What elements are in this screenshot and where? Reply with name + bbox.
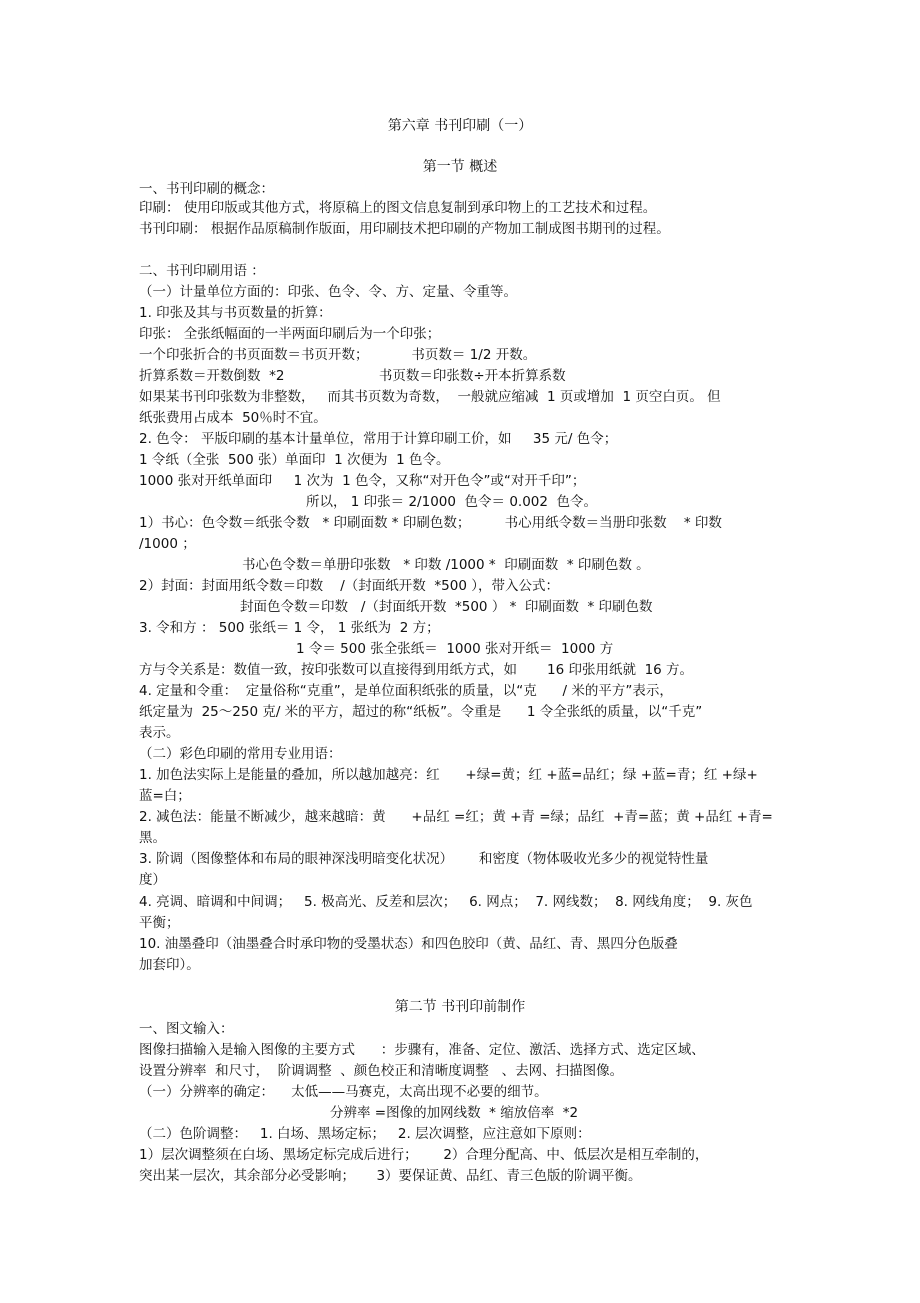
text-line: 突出某一层次，其余部分必受影响； 3）要保证黄、品红、青三色版的阶调平衡。 <box>139 1168 642 1184</box>
subheading: （二）彩色印刷的常用专业用语： <box>139 746 342 762</box>
chapter-title: 第六章 书刊印刷（一） <box>387 118 533 134</box>
text-line: 纸张费用占成本 50％时不宜。 <box>139 410 327 426</box>
text-line: 4. 定量和令重： 定量俗称“克重”，是单位面积纸张的质量，以“克 / 米的平方”表示， <box>139 683 673 699</box>
text-line: 1000 张对开纸单面印 1 次为 1 色令，又称“对开色令”或“对开千印”； <box>139 473 586 489</box>
text-line: 1. 加色法实际上是能量的叠加，所以越加越亮：红 +绿=黄；红 +蓝=品红；绿 +蓝=青；红 +绿+ <box>139 767 758 783</box>
text-line: 书刊印刷： 根据作品原稿制作版面，用印刷技术把印刷的产物加工制成图书期刊的过程。 <box>139 221 670 237</box>
text-line: 4. 亮调、暗调和中间调； 5. 极高光、反差和层次； 6. 网点； 7. 网线数； 8. 网线角度； 9. 灰色 <box>139 894 753 910</box>
text-line: （一）分辨率的确定： 太低——马赛克，太高出现不必要的细节。 <box>139 1084 548 1100</box>
text-line: 度） <box>139 872 166 888</box>
text-line: 平衡； <box>139 915 180 931</box>
text-line: 所以， 1 印张＝ 2/1000 色令＝ 0.002 色令。 <box>306 494 598 510</box>
text-line: 3. 令和方 ： 500 张纸＝ 1 令， 1 张纸为 2 方； <box>139 620 440 636</box>
heading-concept: 一、书刊印刷的概念： <box>139 181 274 197</box>
text-line: 印张： 全张纸幅面的一半两面印刷后为一个印张； <box>139 326 441 342</box>
text-line: 一个印张折合的书页面数＝书页开数； 书页数＝ 1/2 开数。 <box>139 347 537 363</box>
formula-line: 1 令＝ 500 张全张纸＝ 1000 张对开纸＝ 1000 方 <box>296 641 614 657</box>
text-line: 2. 色令： 平版印刷的基本计量单位，常用于计算印刷工价，如 35 元/ 色令； <box>139 431 618 447</box>
text-line: 2）封面：封面用纸令数＝印数 /（封面纸开数 *500 ），带入公式： <box>139 578 559 594</box>
formula-line: 书心色令数＝单册印张数 * 印数 /1000 * 印刷面数 * 印刷色数 。 <box>242 557 650 573</box>
text-line: 方与令关系是：数值一致，按印张数可以直接得到用纸方式，如 16 印张用纸就 16 方。 <box>139 662 694 678</box>
text-line: 黑。 <box>139 830 166 846</box>
text-line: 纸定量为 25～250 克/ 米的平方，超过的称“纸板”。令重是 1 令全张纸的质量，以“千克” <box>139 704 703 720</box>
text-line: 1. 印张及其与书页数量的折算： <box>139 305 332 321</box>
text-line: 2. 减色法：能量不断减少，越来越暗：黄 +品红 =红；黄 +青 =绿；品红 +青=蓝；黄 +品红 +青= <box>139 809 773 825</box>
text-line: 表示。 <box>139 725 180 741</box>
text-line: 蓝=白； <box>139 788 191 804</box>
text-line: 图像扫描输入是输入图像的主要方式 ：步骤有，准备、定位、激活、选择方式、选定区域、 <box>139 1042 705 1058</box>
heading-input: 一、图文输入： <box>139 1021 234 1037</box>
text-line: 1 令纸（全张 500 张）单面印 1 次便为 1 色令。 <box>139 452 450 468</box>
text-line: /1000 ； <box>139 536 196 552</box>
text-line: 折算系数＝开数倒数 *2 书页数＝印张数÷开本折算系数 <box>139 368 566 384</box>
text-line: 10. 油墨叠印（油墨叠合时承印物的受墨状态）和四色胶印（黄、品红、青、黑四分色版叠 <box>139 936 678 952</box>
text-line: 如果某书刊印张数为非整数， 而其书页数为奇数， 一般就应缩减 1 页或增加 1 页空白页。 但 <box>139 389 721 405</box>
text-line: （二）色阶调整： 1. 白场、黑场定标； 2. 层次调整，应注意如下原则： <box>139 1126 591 1142</box>
text-line: 印刷： 使用印版或其他方式，将原稿上的图文信息复制到承印物上的工艺技术和过程。 <box>139 200 657 216</box>
text-line: 3. 阶调（图像整体和布局的眼神深浅明暗变化状况） 和密度（物体吸收光多少的视觉特性量 <box>139 851 709 867</box>
subheading: （一）计量单位方面的：印张、色令、令、方、定量、令重等。 <box>139 284 517 300</box>
section-title: 第二节 书刊印前制作 <box>394 999 526 1015</box>
text-line: 加套印）。 <box>139 957 200 973</box>
text-line: 设置分辨率 和尺寸， 阶调调整 、颜色校正和清晰度调整 、去网、扫描图像。 <box>139 1063 624 1079</box>
text-line: 1）书心：色令数＝纸张令数 * 印刷面数 * 印刷色数； 书心用纸令数＝当册印张数 * 印数 <box>139 515 722 531</box>
section-title: 第一节 概述 <box>422 159 498 175</box>
text-line: 1）层次调整须在白场、黑场定标完成后进行； 2）合理分配高、中、低层次是相互牵制的， <box>139 1147 709 1163</box>
formula-line: 封面色令数＝印数 /（封面纸开数 *500 ） * 印刷面数 * 印刷色数 <box>240 599 653 615</box>
heading-terms: 二、书刊印刷用语 ： <box>139 263 265 279</box>
formula-line: 分辨率 =图像的加网线数 * 缩放倍率 *2 <box>330 1105 579 1121</box>
